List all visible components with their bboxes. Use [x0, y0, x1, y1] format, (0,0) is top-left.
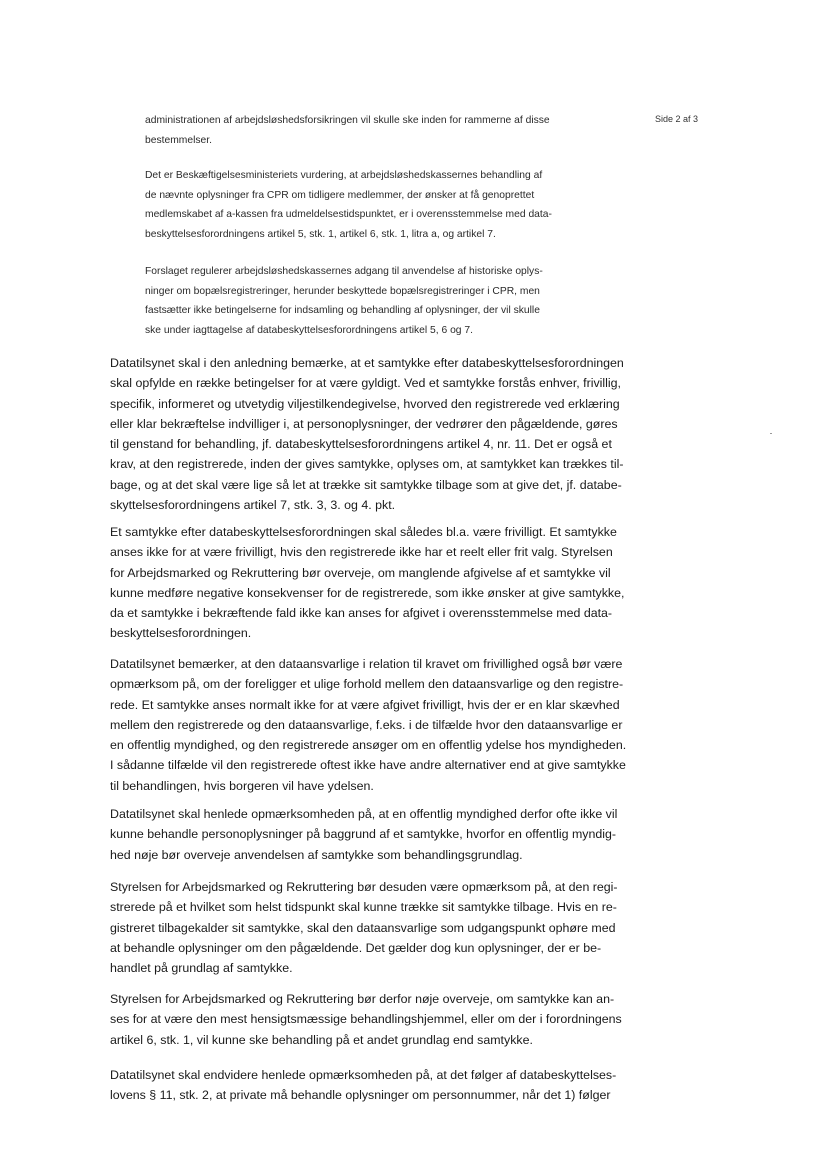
body-paragraph-1 — [110, 353, 637, 515]
text-line: Et samtykke efter databeskyttelsesforordningen skal således bl.a. være frivilligt. Et samtykke — [110, 525, 617, 539]
text-line: at behandle oplysninger om den pågældende. Det gælder dog kun oplysninger, der er be- — [110, 940, 602, 955]
text-line: ninger om bopælsregistreringer, herunder beskyttede bopælsregistreringer i CPR, men — [145, 285, 540, 297]
text-line: beskyttelsesforordningen. — [110, 626, 252, 641]
body-paragraph-3 — [110, 654, 637, 796]
text-line: de nævnte oplysninger fra CPR om tidligere medlemmer, der ønsker at få genoprettet — [145, 189, 535, 201]
text-line: I sådanne tilfælde vil den registrerede oftest ikke have andre alternativer end at give samtykke — [110, 758, 626, 773]
text-line: Datatilsynet skal endvidere henlede opmærksomheden på, at det følger af databeskyttelses- — [110, 1068, 617, 1082]
text-line: rede. Et samtykke anses normalt ikke for at være afgivet frivilligt, hvis der er en klar skævhed — [110, 697, 620, 712]
text-line: eller klar bekræftelse indvilliger i, at personoplysninger, der vedrører den pågældende, gøres — [110, 416, 618, 431]
text-line: mellem den registrerede og den dataansvarlige, f.eks. i de tilfælde hvor den dataansvarlige er — [110, 717, 623, 732]
scan-speck — [770, 433, 772, 434]
text-line: strerede på et hvilket som helst tidspunkt skal kunne trække sit samtykke tilbage. Hvis en re- — [110, 900, 617, 915]
text-line: Forslaget regulerer arbejdsløshedskassernes adgang til anvendelse af historiske oplys- — [145, 266, 543, 277]
text-line: Datatilsynet bemærker, at den dataansvarlige i relation til kravet om frivillighed også bør være — [110, 657, 623, 671]
text-line: handlet på grundlag af samtykke. — [110, 961, 293, 976]
text-line: ses for at være den mest hensigtsmæssige behandlingshjemmel, eller om der i forordningens — [110, 1012, 622, 1027]
text-line: bage, og at det skal være lige så let at trække sit samtykke tilbage som at give det, jf. databe- — [110, 477, 622, 492]
text-line: beskyttelsesforordningens artikel 5, stk. 1, artikel 6, stk. 1, litra a, og artikel 7. — [145, 228, 496, 240]
text-line: da et samtykke i bekræftende fald ikke kan anses for afgivet i overensstemmelse med data- — [110, 606, 613, 621]
text-line: medlemskabet af a-kassen fra udmeldelsestidspunktet, er i overensstemmelse med data- — [145, 209, 552, 220]
text-line: ske under iagttagelse af databeskyttelsesforordningens artikel 5, 6 og 7. — [145, 324, 473, 336]
text-line: kunne medføre negative konsekvenser for de registrerede, som ikke ønsker at give samtykke, — [110, 585, 625, 600]
text-line: til behandlingen, hvis borgeren vil have ydelsen. — [110, 778, 374, 793]
text-line: Det er Beskæftigelsesministeriets vurdering, at arbejdsløshedskassernes behandling af — [145, 170, 543, 181]
body-paragraph-4 — [110, 804, 637, 865]
text-line: opmærksom på, om der foreligger et ulige forhold mellem den dataansvarlige og den registre- — [110, 677, 624, 692]
text-line: specifik, informeret og utvetydig viljestilkendegivelse, hvorved den registrerede ved erklæring — [110, 396, 620, 411]
text-line: en offentlig myndighed, og den registrerede ansøger om en offentlig ydelse hos myndigheden. — [110, 738, 627, 753]
text-line: gistreret tilbagekalder sit samtykke, skal den dataansvarlige som udgangspunkt ophøre med — [110, 920, 616, 935]
body-paragraph-7 — [110, 1065, 637, 1106]
quoted-paragraph-3 — [145, 262, 605, 340]
quoted-paragraph-1 — [145, 111, 605, 150]
text-line: lovens § 11, stk. 2, at private må behandle oplysninger om personnummer, når det 1) følger — [110, 1088, 611, 1103]
text-line: kunne behandle personoplysninger på baggrund af et samtykke, hvorfor en offentlig myndig- — [110, 827, 617, 842]
text-line: til genstand for behandling, jf. databeskyttelsesforordningens artikel 4, nr. 11. Det er også et — [110, 437, 612, 452]
text-line: Styrelsen for Arbejdsmarked og Rekruttering bør derfor nøje overveje, om samtykke kan an- — [110, 992, 615, 1006]
text-line: skal opfylde en række betingelser for at være gyldigt. Ved et samtykke forstås enhver, frivillig, — [110, 376, 622, 391]
text-line: Datatilsynet skal henlede opmærksomheden på, at en offentlig myndighed derfor ofte ikke vil — [110, 807, 618, 821]
quoted-paragraph-2 — [145, 166, 605, 244]
text-line: artikel 6, stk. 1, vil kunne ske behandling på et andet grundlag end samtykke. — [110, 1032, 533, 1047]
body-paragraph-6 — [110, 989, 637, 1050]
text-line: hed nøje bør overveje anvendelsen af samtykke som behandlingsgrundlag. — [110, 847, 523, 862]
text-line: administrationen af arbejdsløshedsforsikringen vil skulle ske inden for rammerne af disse — [145, 115, 550, 126]
text-line: fastsætter ikke betingelserne for indsamling og behandling af oplysninger, der vil skulle — [145, 305, 540, 316]
body-paragraph-2 — [110, 522, 637, 644]
text-line: Datatilsynet skal i den anledning bemærke, at et samtykke efter databeskyttelsesforordningen — [110, 356, 624, 370]
text-line: krav, at den registrerede, inden der gives samtykke, oplyses om, at samtykket kan trækkes til- — [110, 457, 624, 472]
text-line: anses ikke for at være frivilligt, hvis den registrerede ikke har et reelt eller frit valg. Styrelsen — [110, 545, 613, 560]
text-line: bestemmelser. — [145, 134, 212, 146]
body-paragraph-5 — [110, 877, 637, 978]
text-line: Styrelsen for Arbejdsmarked og Rekruttering bør desuden være opmærksom på, at den regi- — [110, 880, 618, 894]
text-line: for Arbejdsmarked og Rekruttering bør overveje, om manglende afgivelse af et samtykke vil — [110, 565, 611, 580]
page-number-label: Side 2 af 3 — [655, 114, 699, 124]
text-line: skyttelsesforordningens artikel 7, stk. 3, 3. og 4. pkt. — [110, 498, 396, 513]
